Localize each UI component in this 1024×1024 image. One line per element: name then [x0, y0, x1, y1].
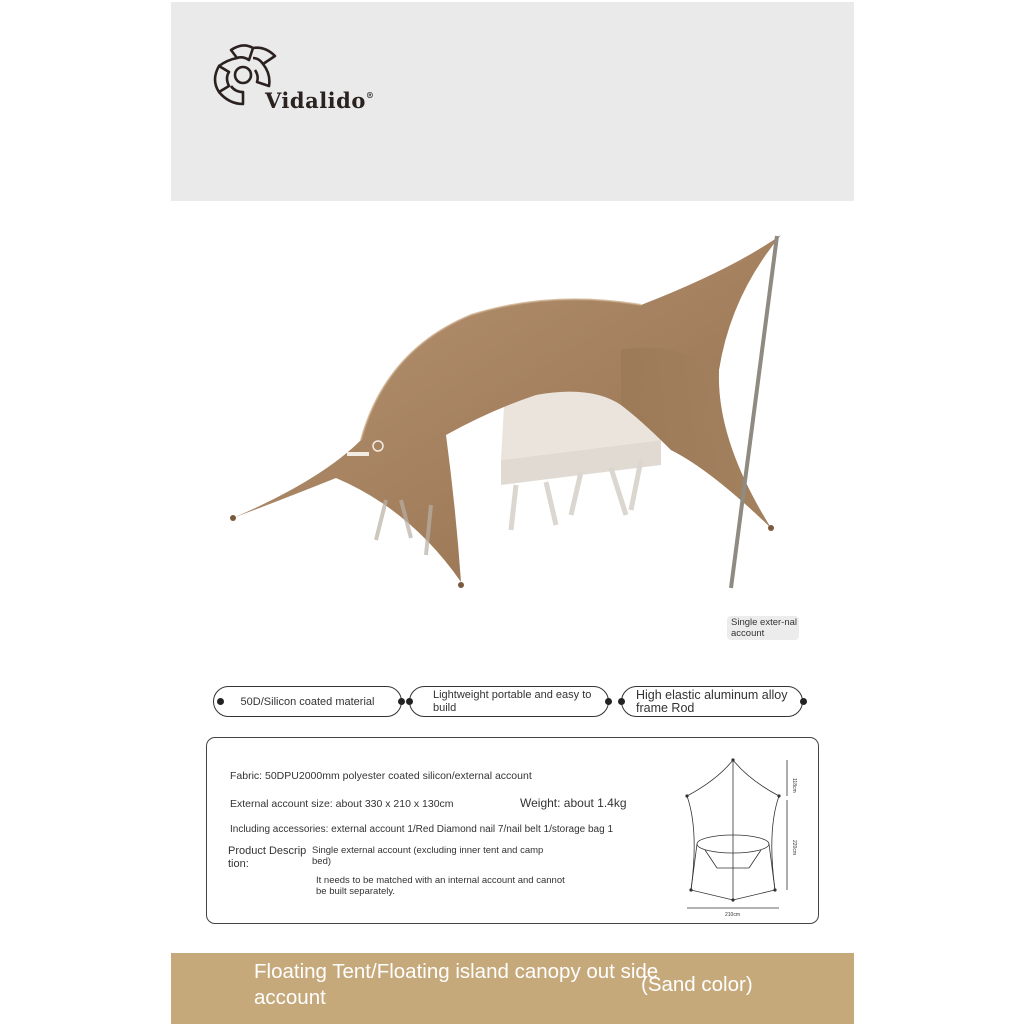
spec-note: It needs to be matched with an internal account and cannot be built separately.	[316, 875, 565, 897]
photo-caption: Single exter-nal account	[727, 616, 799, 640]
bullet-dot-icon	[406, 698, 413, 705]
product-color: (Sand color)	[641, 973, 753, 996]
product-title: Floating Tent/Floating island canopy out side account	[254, 960, 659, 1009]
bullet-dot-icon	[618, 698, 625, 705]
tent-dimension-diagram	[677, 750, 807, 922]
brand-name: Vidalido®	[265, 88, 375, 113]
dim-bottom-label: 210cm	[725, 912, 741, 918]
bullet-dot-icon	[217, 698, 224, 705]
spec-accessories: Including accessories: external account 1/Red Diamond nail 7/nail belt 1/storage bag 1	[230, 824, 614, 835]
spec-size: External account size: about 330 x 210 x 130cm	[230, 798, 454, 810]
title-banner	[171, 953, 854, 1024]
feature-pill-frame: High elastic aluminum alloy frame Rod	[621, 686, 803, 717]
spec-description-text: Single external account (excluding inner tent and camp bed)	[312, 845, 544, 867]
spec-box	[206, 737, 819, 924]
spec-description-label: Product Descrip tion:	[228, 845, 307, 870]
dim-top-label: 118cm	[791, 778, 797, 793]
product-photo	[171, 210, 854, 620]
bullet-dot-icon	[800, 698, 807, 705]
spec-weight: Weight: about 1.4kg	[520, 796, 627, 810]
feature-pill-portable: Lightweight portable and easy to build	[409, 686, 609, 717]
dim-side-label: 220cm	[791, 840, 797, 856]
bullet-dot-icon	[605, 698, 612, 705]
spec-fabric: Fabric: 50DPU2000mm polyester coated silicon/external account	[230, 770, 532, 782]
bullet-dot-icon	[398, 698, 405, 705]
feature-pill-material: 50D/Silicon coated material	[213, 686, 402, 717]
header	[171, 2, 854, 201]
